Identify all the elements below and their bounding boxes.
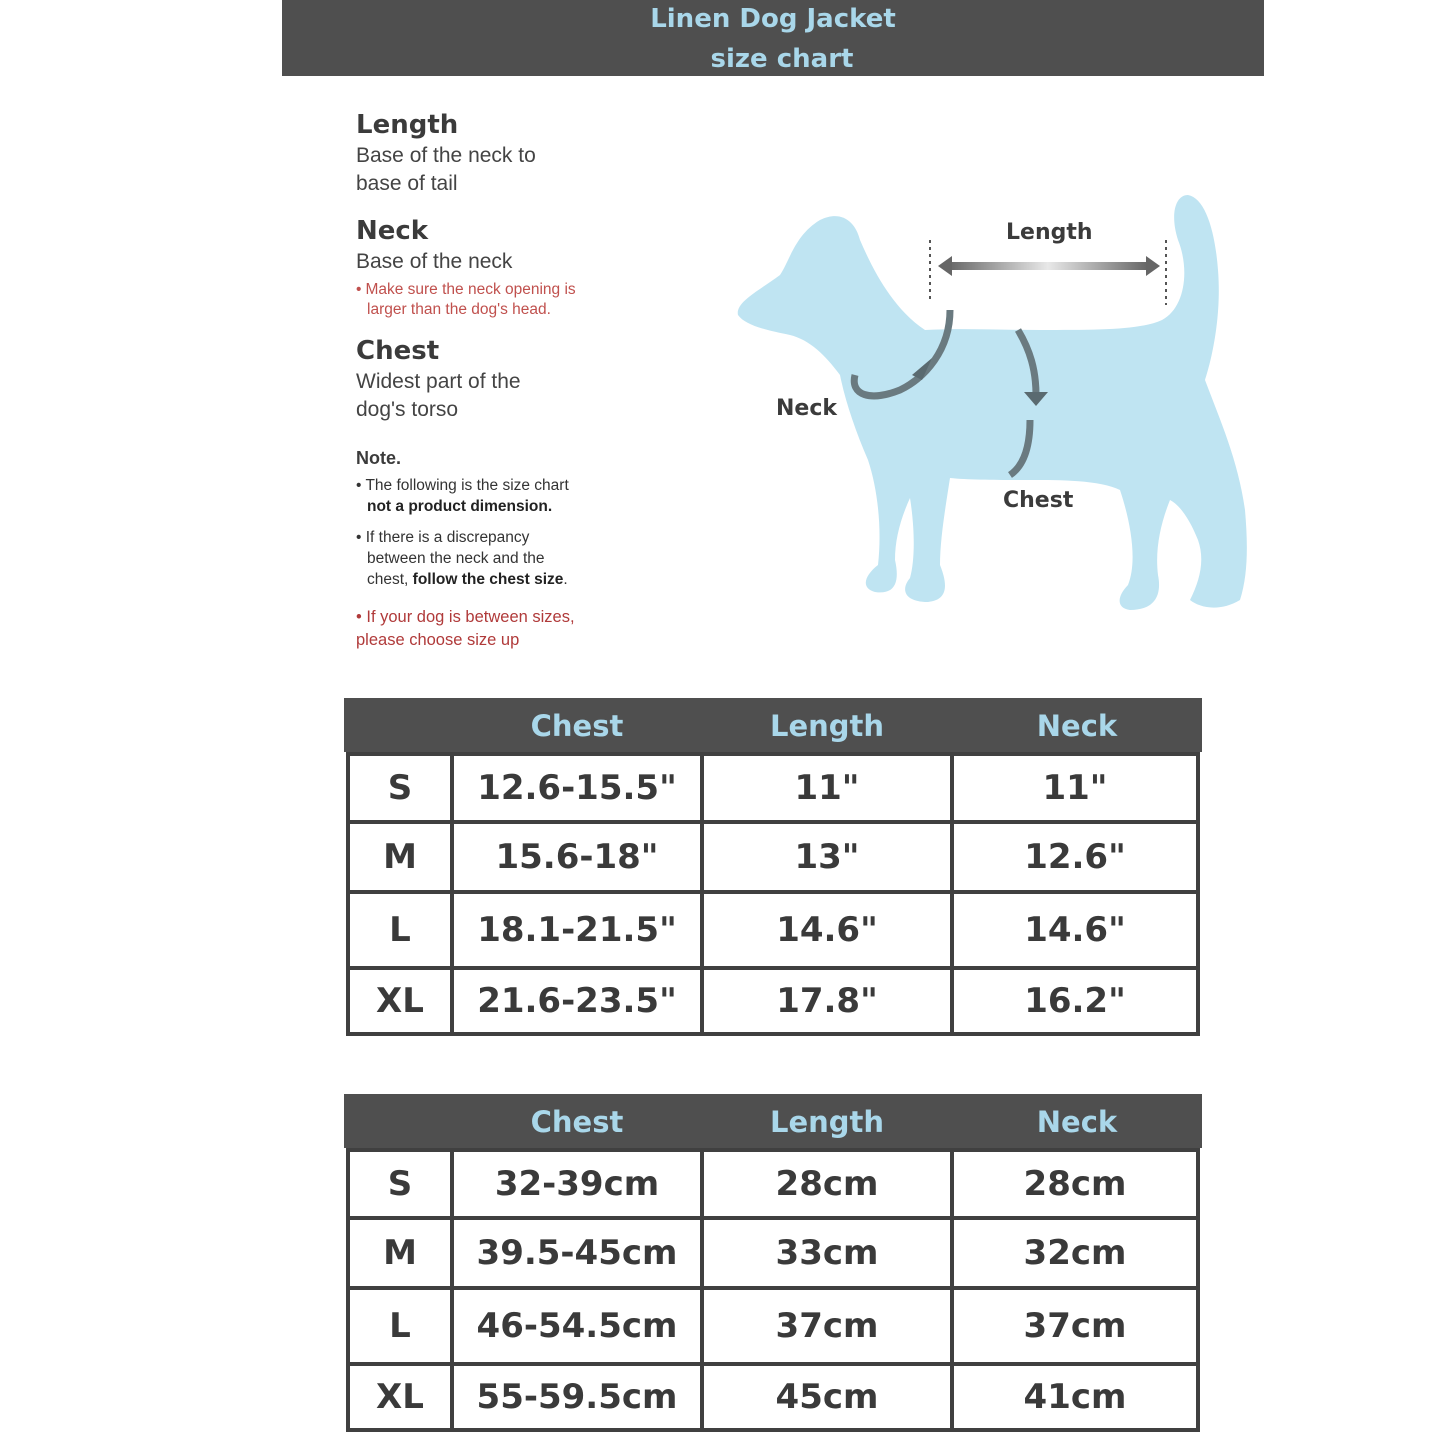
neck-cell: 37cm bbox=[950, 1286, 1200, 1366]
header-chest: Chest bbox=[530, 1105, 624, 1139]
chest-cell: 46-54.5cm bbox=[450, 1286, 704, 1366]
note-item-2: • If there is a discrepancy between the neck and the chest, follow the chest size. bbox=[356, 529, 568, 588]
page-header bbox=[282, 0, 1264, 76]
chest-cell: 15.6-18" bbox=[450, 820, 704, 894]
size-tip: • If your dog is between sizes, please choose size up bbox=[356, 608, 575, 649]
chest-desc-1: Widest part of the bbox=[356, 370, 521, 393]
length-cell: 17.8" bbox=[700, 966, 954, 1036]
chest-cell: 18.1-21.5" bbox=[450, 890, 704, 970]
size-cell: L bbox=[346, 1286, 454, 1366]
note-item-1: • The following is the size chart not a product dimension. bbox=[356, 477, 569, 515]
note-title: Note. bbox=[356, 448, 401, 468]
chest-cell: 55-59.5cm bbox=[450, 1362, 704, 1432]
table-row bbox=[344, 820, 1202, 894]
length-cell: 13" bbox=[700, 820, 954, 894]
length-arrow bbox=[948, 262, 1148, 270]
length-cell: 37cm bbox=[700, 1286, 954, 1366]
table-row bbox=[344, 752, 1202, 824]
neck-title: Neck bbox=[356, 216, 429, 246]
dog-measurement-diagram bbox=[700, 180, 1280, 630]
length-cell: 11" bbox=[700, 752, 954, 824]
size-table-cm bbox=[344, 1094, 1202, 1432]
chest-desc-2: dog's torso bbox=[356, 398, 459, 421]
length-cell: 45cm bbox=[700, 1362, 954, 1432]
product-title: Linen Dog Jacket bbox=[650, 4, 896, 34]
neck-cell: 16.2" bbox=[950, 966, 1200, 1036]
neck-cell: 32cm bbox=[950, 1216, 1200, 1290]
length-title: Length bbox=[356, 110, 459, 140]
table-row bbox=[344, 1286, 1202, 1366]
table-row bbox=[344, 1216, 1202, 1290]
neck-desc: Base of the neck bbox=[356, 250, 513, 273]
table-header-inches bbox=[344, 698, 1202, 752]
measuring-guide bbox=[356, 108, 656, 652]
neck-cell: 41cm bbox=[950, 1362, 1200, 1432]
neck-cell: 12.6" bbox=[950, 820, 1200, 894]
size-cell: L bbox=[346, 890, 454, 970]
header-length: Length bbox=[769, 1105, 885, 1139]
neck-warning: • Make sure the neck opening is larger than the dog's head. bbox=[356, 281, 576, 318]
size-table-inches bbox=[344, 698, 1202, 1036]
length-cell: 33cm bbox=[700, 1216, 954, 1290]
table-row bbox=[344, 1148, 1202, 1220]
length-label: Length bbox=[1006, 220, 1093, 245]
chest-title: Chest bbox=[356, 336, 440, 366]
table-row bbox=[344, 1362, 1202, 1432]
length-cell: 28cm bbox=[700, 1148, 954, 1220]
neck-label: Neck bbox=[776, 396, 838, 421]
size-cell: S bbox=[346, 1148, 454, 1220]
chest-label: Chest bbox=[1003, 488, 1074, 513]
chest-cell: 21.6-23.5" bbox=[450, 966, 704, 1036]
chest-cell: 32-39cm bbox=[450, 1148, 704, 1220]
header-neck: Neck bbox=[1036, 1105, 1118, 1139]
neck-cell: 14.6" bbox=[950, 890, 1200, 970]
chest-cell: 39.5-45cm bbox=[450, 1216, 704, 1290]
length-desc-2: base of tail bbox=[356, 172, 458, 195]
size-cell: XL bbox=[346, 966, 454, 1036]
header-neck: Neck bbox=[1036, 709, 1118, 743]
length-cell: 14.6" bbox=[700, 890, 954, 970]
header-length: Length bbox=[769, 709, 885, 743]
table-header-cm bbox=[344, 1094, 1202, 1148]
length-desc-1: Base of the neck to bbox=[356, 144, 536, 167]
neck-cell: 11" bbox=[950, 752, 1200, 824]
size-cell: XL bbox=[346, 1362, 454, 1432]
size-cell: S bbox=[346, 752, 454, 824]
table-row bbox=[344, 890, 1202, 970]
neck-cell: 28cm bbox=[950, 1148, 1200, 1220]
chest-cell: 12.6-15.5" bbox=[450, 752, 704, 824]
size-cell: M bbox=[346, 820, 454, 894]
table-row bbox=[344, 966, 1202, 1036]
header-chest: Chest bbox=[530, 709, 624, 743]
size-cell: M bbox=[346, 1216, 454, 1290]
chart-subtitle: size chart bbox=[710, 44, 854, 74]
